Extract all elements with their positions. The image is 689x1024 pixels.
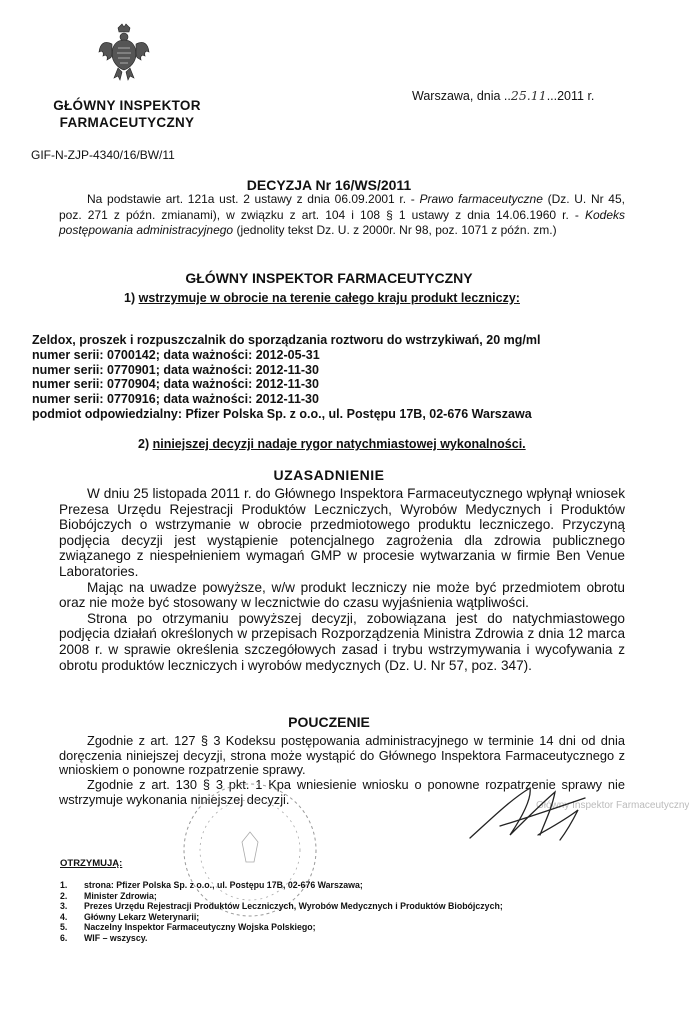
date-day: 25: [510, 88, 527, 103]
basis-italic-1: Prawo farmaceutyczne: [419, 192, 543, 206]
basis-text-2: (Dz. U. Nr 45, poz. 271 z późn. zmianami), w związku z art. 104 i 108 § 1 ustawy z dnia 14.06.1960 r. -: [59, 192, 625, 222]
eagle-emblem-icon: [96, 22, 152, 84]
basis-text-1: Na podstawie art. 121a ust. 2 ustawy z dnia 06.09.2001 r. -: [87, 192, 420, 206]
date-separator: .: [526, 88, 531, 103]
legal-basis: [59, 192, 625, 239]
list-item: 1. strona: Pfizer Polska Sp. z o.o., ul. Postępu 17B, 02-676 Warszawa;: [60, 880, 363, 890]
responsible-entity: podmiot odpowiedzialny: Pfizer Polska Sp. z o.o., ul. Postępu 17B, 02-676 Warszawa: [32, 406, 532, 421]
justification-title: UZASADNIENIE: [273, 467, 385, 483]
list-item: 6. WIF – wszyscy.: [60, 932, 148, 943]
date-suffix: ...2011 r.: [546, 89, 595, 103]
reference-number: GIF-N-ZJP-4340/16/BW/11: [31, 148, 175, 162]
justification-body: [59, 486, 625, 673]
series-line: numer serii: 0770901; data ważności: 2012-11-30: [32, 362, 319, 377]
date-month: 11: [530, 88, 547, 103]
justification-paragraph: W dniu 25 listopada 2011 r. do Głównego Inspektora Farmaceutycznego wpłynął wniosek Prezesa Urzędu Rejestracji Produktów Leczniczych, Wyrobów Medycznych i Produktów Biobójczych o wstrzymanie w obrocie przedmiotowego produktu leczniczego. Przyczyną podjęcia decyzji jest wystąpienie potencjalnego zagrożenia dla zdrowia publicznego związanego z niespełnieniem wymagań GMP w procesie wytwarzania w firmie Ben Venue Laboratories.: [59, 486, 625, 579]
series-line: numer serii: 0770916; data ważności: 2012-11-30: [32, 392, 319, 407]
distribution-title: OTRZYMUJĄ:: [60, 858, 123, 869]
point-1-text: wstrzymuje w obrocie na terenie całego kraju produkt leczniczy:: [138, 291, 520, 305]
point-1: [124, 291, 520, 305]
point-2-number: 2): [138, 437, 153, 451]
organization-name: [32, 97, 222, 131]
handwritten-signature-icon: [460, 780, 600, 850]
document-date: [412, 88, 594, 103]
list-item: 5. Naczelny Inspektor Farmaceutyczny Wojska Polskiego;: [60, 922, 316, 933]
date-prefix: Warszawa, dnia ..: [412, 89, 511, 103]
list-item: 3. Prezes Urzędu Rejestracji Produktów Leczniczych, Wyrobów Medycznych i Produktów Biobójczych;: [60, 901, 503, 912]
organization-line-1: GŁÓWNY INSPEKTOR: [53, 98, 201, 113]
instruction-title: POUCZENIE: [288, 714, 370, 730]
point-2-text: niniejszej decyzji nadaje rygor natychmiastowej wykonalności.: [152, 437, 526, 451]
point-1-number: 1): [124, 291, 139, 305]
product-name: Zeldox, proszek i rozpuszczalnik do sporządzania roztworu do wstrzykiwań, 20 mg/ml: [32, 333, 541, 347]
list-item: 2. Minister Zdrowia;: [60, 890, 157, 901]
point-2: [138, 437, 526, 451]
series-line: numer serii: 0770904; data ważności: 2012-11-30: [32, 377, 319, 392]
signature-stamp-text: Główny Inspektor Farmaceutyczny: [536, 800, 689, 811]
series-line: numer serii: 0700142; data ważności: 2012-05-31: [32, 347, 320, 362]
decision-title: DECYZJA Nr 16/WS/2011: [246, 177, 412, 193]
authority-title: GŁÓWNY INSPEKTOR FARMACEUTYCZNY: [185, 270, 473, 286]
list-item: 4. Główny Lekarz Weterynarii;: [60, 911, 200, 922]
basis-italic-2: Kodeks postępowania administracyjnego: [59, 207, 625, 237]
organization-line-2: FARMACEUTYCZNY: [59, 115, 195, 130]
instruction-paragraph: Zgodnie z art. 130 § 3 pkt. 1 Kpa wniesienie wniosku o ponowne rozpatrzenie sprawy nie wstrzymuje wykonania niniejszej decyzji.: [59, 777, 625, 807]
product-block: [32, 333, 632, 422]
justification-paragraph: Mając na uwadze powyższe, w/w produkt leczniczy nie może być przedmiotem obrotu oraz nie może być stosowany w lecznictwie do czasu wyjaśnienia wątpliwości.: [59, 579, 625, 611]
justification-paragraph: Strona po otrzymaniu powyższej decyzji, zobowiązana jest do natychmiastowego podjęcia działań określonych w przepisach Rozporządzenia Ministra Zdrowia z dnia 12 marca 2008 r. w sprawie określenia szczegółowych zasad i trybu wstrzymywania i wycofywania z obrotu produktów leczniczych i wyrobów medycznych (Dz. U. Nr 57, poz. 347).: [59, 610, 625, 673]
distribution-list: [60, 880, 620, 944]
instruction-paragraph: Zgodnie z art. 127 § 3 Kodeksu postępowania administracyjnego w terminie 14 dni od dnia doręczenia niniejszej decyzji, strona może wystąpić do Głównego Inspektora Farmaceutycznego z wnioskiem o ponowne rozpatrzenie sprawy.: [59, 733, 625, 778]
basis-text-3: (jednolity tekst Dz. U. z 2000r. Nr 98, poz. 1071 z późn. zm.): [233, 223, 557, 237]
